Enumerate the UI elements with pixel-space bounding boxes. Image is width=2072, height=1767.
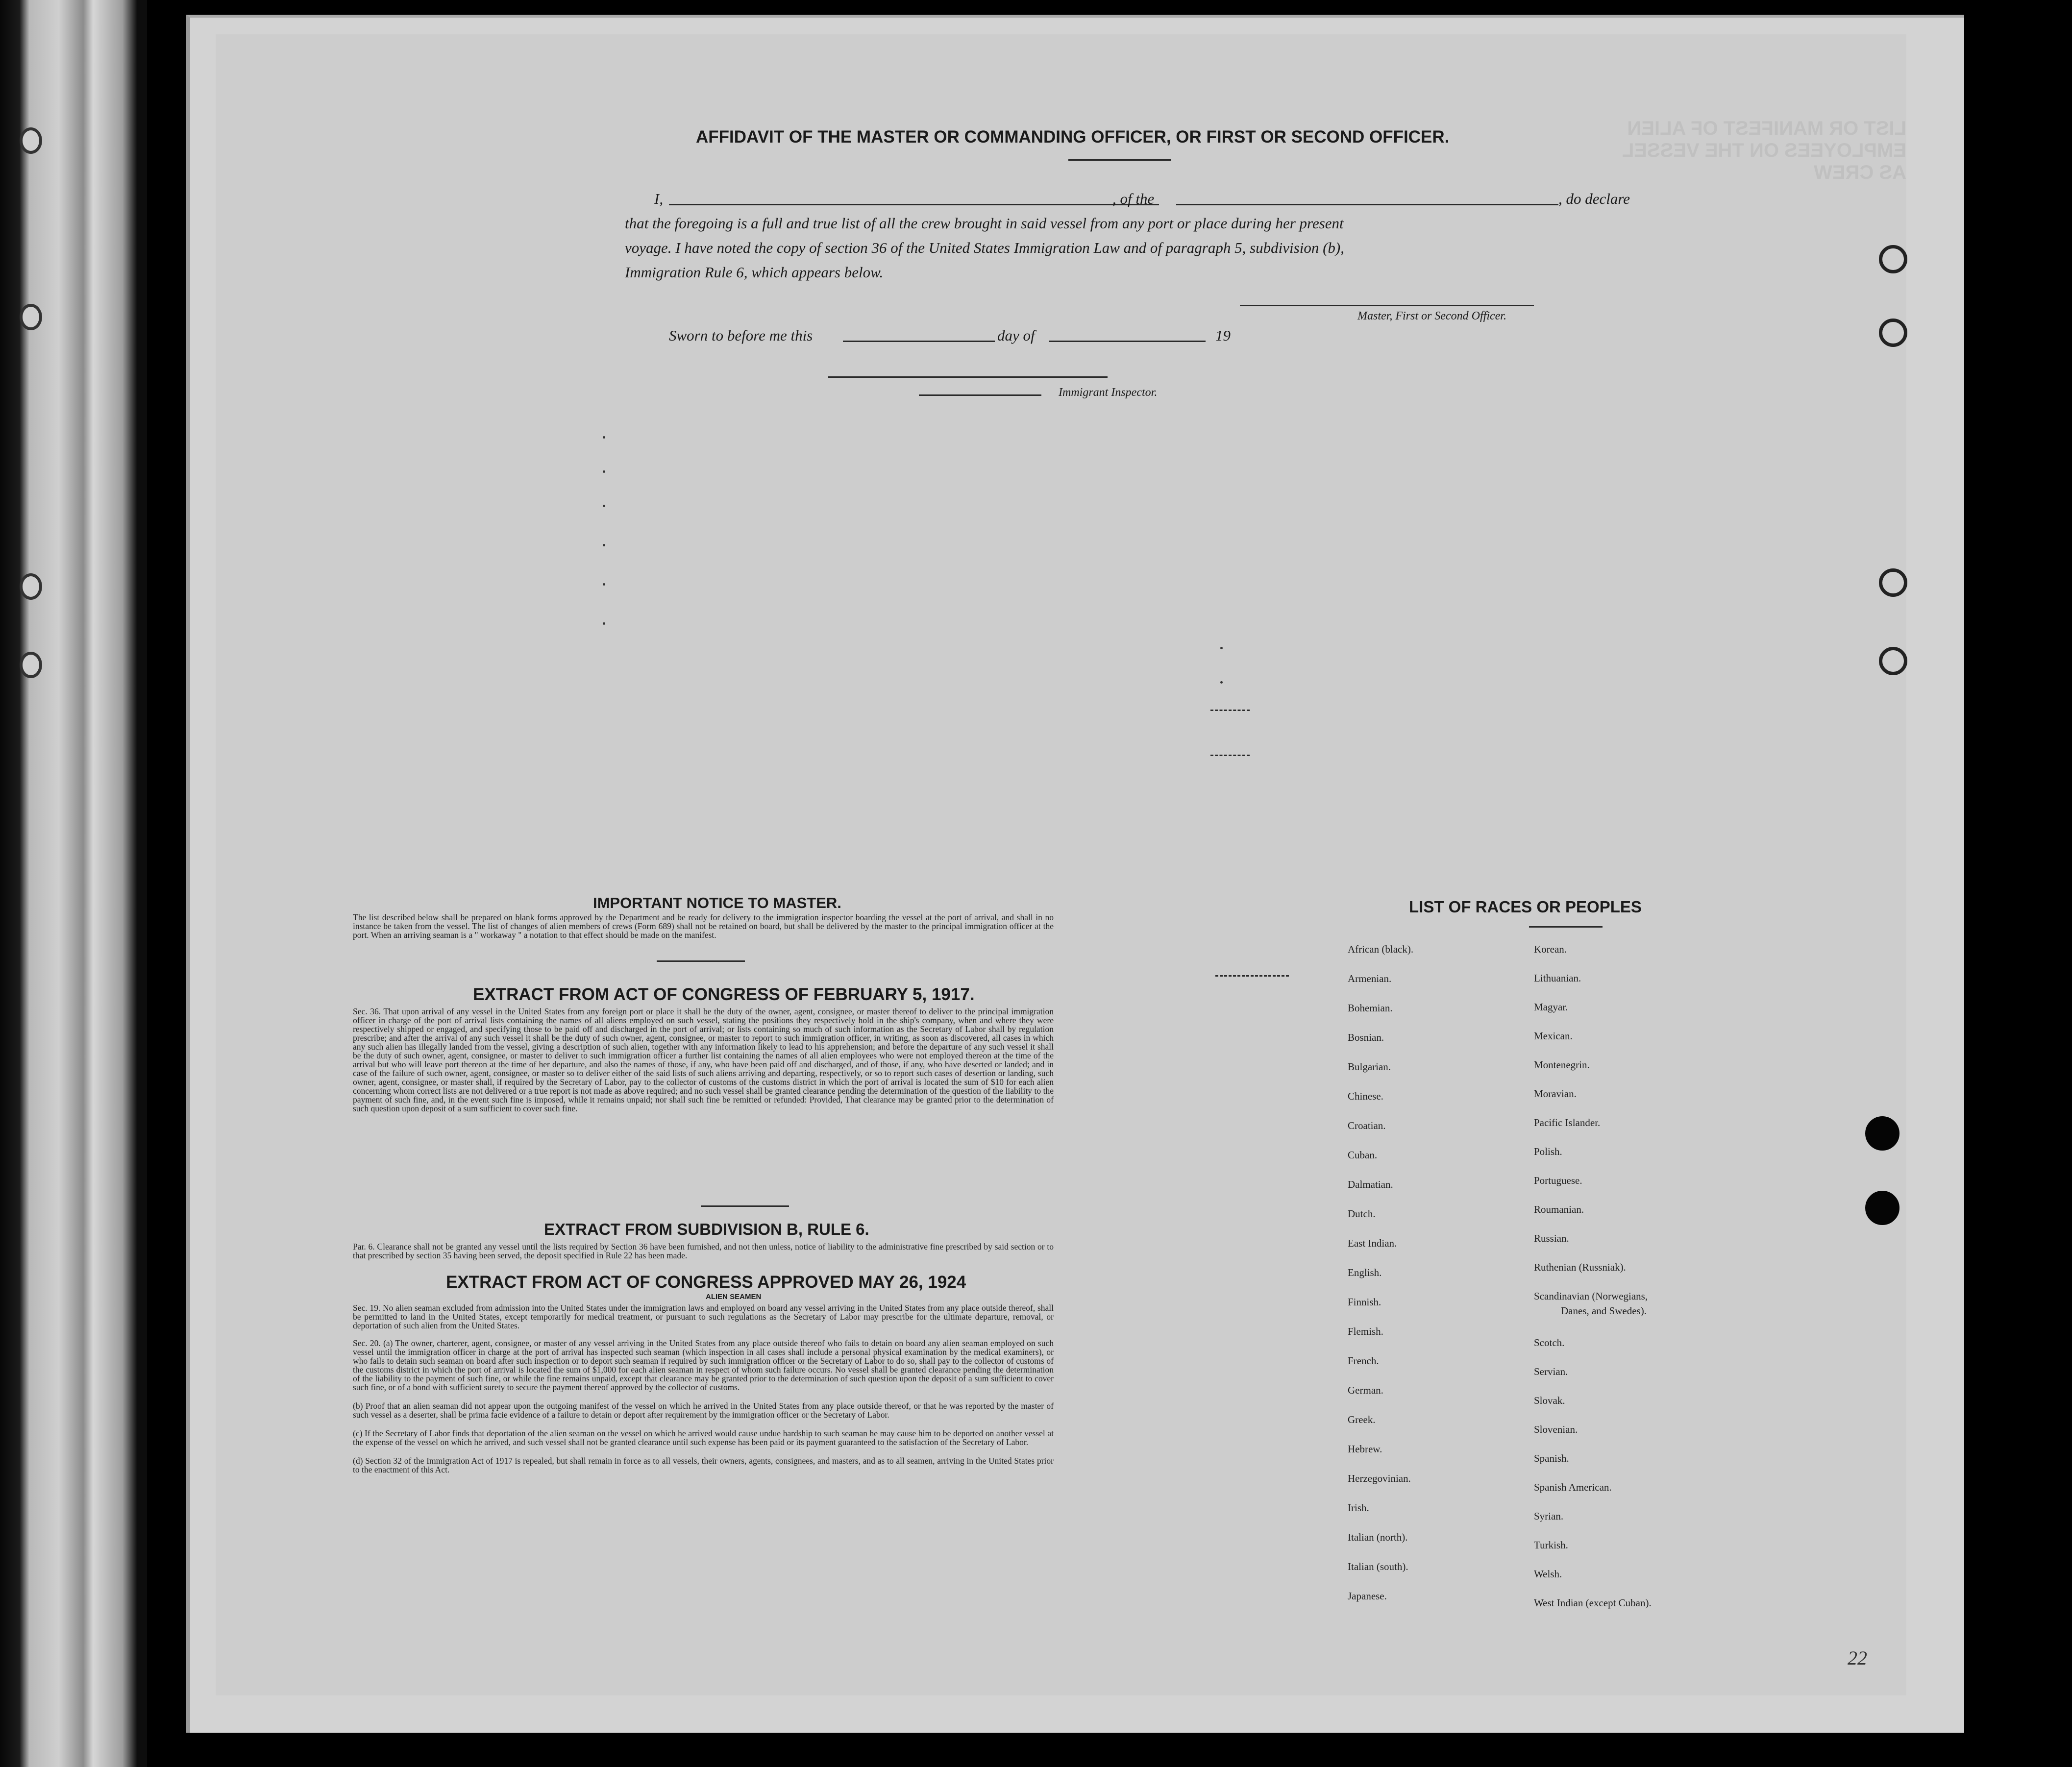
races-title: LIST OF RACES OR PEOPLES (1409, 898, 1642, 916)
race-item: Magyar. (1534, 1001, 1568, 1013)
race-item: Ruthenian (Russniak). (1534, 1261, 1626, 1273)
race-item: Pacific Islander. (1534, 1117, 1601, 1129)
form-sheet (216, 34, 1906, 1695)
race-item: Finnish. (1348, 1296, 1381, 1308)
stray-dash (1210, 755, 1250, 756)
stray-mark (603, 436, 605, 439)
race-item: Roumanian. (1534, 1203, 1584, 1215)
races-rule (1529, 926, 1603, 928)
race-item: Slovak. (1534, 1395, 1565, 1406)
sworn-day-blank (843, 341, 995, 342)
race-item: Dutch. (1348, 1208, 1376, 1220)
extract-rule6-body: Par. 6. Clearance shall not be granted any vessel until the lists required by Section 36 have been furnished, and not then unless, notice of liability to the administrative fine prescribed by said section or to that prescribed by section 35 having been served, the deposit specified in Rule 22 has been made. (353, 1242, 1054, 1260)
stray-mark (603, 505, 605, 507)
extract-rule6-title: EXTRACT FROM SUBDIVISION B, RULE 6. (544, 1220, 869, 1238)
race-item: Turkish. (1534, 1539, 1568, 1551)
binder-hole (1879, 245, 1907, 273)
sworn-month-blank (1049, 341, 1206, 342)
race-item: Bohemian. (1348, 1002, 1393, 1014)
race-item: Lithuanian. (1534, 972, 1581, 984)
race-item: Scandinavian (Norwegians, (1534, 1290, 1648, 1302)
adjacent-page-edges (0, 0, 147, 1767)
stray-mark (603, 544, 605, 546)
stray-mark (603, 622, 605, 625)
affidavit-line1-prefix: I, (654, 190, 664, 207)
binder-hole-punched (1865, 1191, 1899, 1225)
stray-dash (1210, 710, 1250, 711)
binder-hole (1879, 647, 1907, 675)
extract-1924-sec20c: (c) If the Secretary of Labor finds that deportation of the alien seaman on the vessel on which he arrived would cause undue hardship to such seaman he may cause him to be deported on another vessel at the expense of the vessel on which he arrived, and such vessel shall not be granted clearance until such expense has been paid or its payment guaranteed to the satisfaction of the Secretary of Labor. (353, 1428, 1054, 1447)
race-item: German. (1348, 1384, 1383, 1396)
vessel-blank (1176, 204, 1558, 205)
race-item: Italian (south). (1348, 1561, 1408, 1572)
stray-mark (1220, 681, 1223, 684)
race-item: Bulgarian. (1348, 1061, 1391, 1073)
extract-1924-sec19: Sec. 19. No alien seaman excluded from admission into the United States under the immigration laws and employed on board any vessel arriving in the United States from any place outside thereof, shall be permitted to land in the United States, except temporarily for medical treatment, or pursuant to such regulations as the Secretary of Labor may prescribe for the ultimate departure, removal, or deportation of such alien from the United States. (353, 1303, 1054, 1330)
stray-mark (1220, 647, 1223, 649)
inspector-label: Immigrant Inspector. (1059, 386, 1158, 399)
race-item: Cuban. (1348, 1149, 1378, 1161)
race-item: Herzegovinian. (1348, 1472, 1411, 1484)
race-item: Servian. (1534, 1366, 1568, 1377)
notice-body: The list described below shall be prepared on blank forms approved by the Department and be ready for delivery to the immigration inspector boarding the vessel at the port of arrival, and shall in no instance be taken from the vessel. The list of changes of alien members of crews (Form 689) shall not be retained on board, but shall be delivered by the master to the principal immigration officer at the port. When an arriving seaman is a " workaway " a notation to that effect should be made on the manifest. (353, 912, 1054, 940)
affidavit-title: AFFIDAVIT OF THE MASTER OR COMMANDING OFFICER, OR FIRST OR SECOND OFFICER. (696, 127, 1450, 147)
race-item: Greek. (1348, 1414, 1376, 1425)
signature-blank (1240, 305, 1534, 306)
race-item: Bosnian. (1348, 1031, 1384, 1043)
binder-hole (20, 573, 42, 600)
race-item: Korean. (1534, 943, 1567, 955)
notice-title: IMPORTANT NOTICE TO MASTER. (593, 894, 841, 911)
affidavit-line2: that the foregoing is a full and true list of all the crew brought in said vessel from any port or place during her present (625, 215, 1344, 232)
race-item: Hebrew. (1348, 1443, 1382, 1455)
extract-1917-body: Sec. 36. That upon arrival of any vessel in the United States from any foreign port or place it shall be the duty of the owner, agent, consignee, or master thereof to deliver to the principal immigration officer in charge of the port of arrival lists containing the names of all aliens employed on such vessel, stating the positions they respectively hold in the ship's company, when and where they were respectively shipped or engaged, and specifying those to be paid off and discharged in the port of arrival; or lists containing so much of such information as the Secretary of Labor shall by regulation prescribe; and after the arrival of any such vessel it shall be the duty of such owner, agent, consignee, or master to report to such immigration officer, in writing, as soon as discovered, all cases in which any such alien has illegally landed from the vessel, giving a description of such alien, together with any information likely to lead to his apprehension; and before the departure of any such vessel it shall be the duty of such owner, agent, consignee, or master to deliver to such immigration officer a further list containing the names of all alien employees who were not employed thereon at the time of the arrival but who will leave port thereon at the time of her departure, and also the names of those, if any, who have been paid off and discharged, and of those, if any, who have deserted or landed; and in case of the failure of such owner, agent, consignee, or master so to deliver either of the said lists of such aliens arriving and departing, respectively, or so to report such cases of desertion or landing, such owner, agent, consignee, or master shall, if required by the Secretary of Labor, pay to the collector of customs of the customs district in which the port of arrival is located the sum of $10 for each alien concerning whom correct lists are not delivered or a true report is not made as above required; and no such vessel shall be granted clearance pending the determination of the question of the liability to the payment of such fine, and, in the event such fine is imposed, while it remains unpaid; nor shall such fine be remitted or refunded: Provided, That clearance may be granted prior to the determination of such question upon deposit of a sum sufficient to cover such fine. (353, 1006, 1054, 1113)
race-item: French. (1348, 1355, 1379, 1367)
extract-1924-sec20d: (d) Section 32 of the Immigration Act of 1917 is repealed, but shall remain in force as to all vessels, their owners, agents, consignees, and masters, and as to all seamen, arriving in the United States prior to the enactment of this Act. (353, 1456, 1054, 1474)
affidavit-line3: voyage. I have noted the copy of section 36 of the United States Immigration Law and of paragraph 5, subdivision (b), (625, 239, 1344, 256)
race-item: English. (1348, 1267, 1382, 1278)
race-item: Dalmatian. (1348, 1178, 1393, 1190)
binder-hole-punched (1865, 1116, 1899, 1151)
bleed-through-heading: LIST OR MANIFEST OF ALIEN EMPLOYEES ON THE VESSEL AS CREW (1622, 118, 1906, 183)
inspector-short-rule (919, 394, 1041, 396)
race-item: Armenian. (1348, 973, 1392, 984)
extract-1924-title: EXTRACT FROM ACT OF CONGRESS APPROVED MAY 26, 1924 (446, 1273, 966, 1292)
race-item: Montenegrin. (1534, 1059, 1590, 1071)
sworn-day-of: day of (997, 327, 1035, 344)
section-rule (701, 1205, 789, 1207)
race-item: Moravian. (1534, 1088, 1577, 1100)
race-item: Mexican. (1534, 1030, 1573, 1042)
title-rule (1068, 159, 1171, 161)
inspector-signature-blank (828, 376, 1108, 378)
race-item: Danes, and Swedes). (1561, 1305, 1647, 1317)
binder-hole (20, 652, 42, 678)
binder-hole (20, 127, 42, 154)
extract-1924-sec20a: Sec. 20. (a) The owner, charterer, agent, consignee, or master of any vessel arriving in the United States from any place outside thereof who fails to detain on board any alien seaman employed on such vessel until the immigration officer in charge at the port of arrival has inspected such seaman (which inspection in all cases shall include a personal physical examination by the medical examiners), or who fails to detain such seaman on board after such inspection or to deport such seaman if required by such immigration officer or the Secretary of Labor to do so, shall pay to the collector of customs of the customs district in which the port of arrival is located the sum of $1,000 for each alien seaman in respect of whom such failure occurs. No vessel shall be granted clearance pending the determination of the liability to the payment of such fine, or while the fine remains unpaid, except that clearance may be granted prior to the determination of such question upon the deposit of a sum sufficient to cover such fine, or of a bond with sufficient surety to secure the payment thereof approved by the collector of customs. (353, 1338, 1054, 1392)
name-blank (669, 204, 1159, 205)
section-rule (657, 960, 745, 962)
binder-hole (1879, 319, 1907, 347)
race-item: Spanish American. (1534, 1481, 1612, 1493)
race-item: African (black). (1348, 943, 1414, 955)
race-item: Slovenian. (1534, 1423, 1578, 1435)
race-item: Flemish. (1348, 1325, 1383, 1337)
race-item: Welsh. (1534, 1568, 1562, 1580)
race-item: Chinese. (1348, 1090, 1383, 1102)
sworn-prefix: Sworn to before me this (669, 327, 813, 344)
affidavit-line4: Immigration Rule 6, which appears below. (625, 264, 884, 281)
binder-hole (20, 304, 42, 330)
handwritten-page-mark: 22 (1848, 1647, 1867, 1669)
race-item: Japanese. (1348, 1590, 1387, 1602)
signature-label: Master, First or Second Officer. (1357, 310, 1506, 322)
race-item: West Indian (except Cuban). (1534, 1597, 1652, 1609)
affidavit-line1-suffix: , do declare (1558, 190, 1630, 207)
race-item: Scotch. (1534, 1337, 1565, 1349)
race-item: Croatian. (1348, 1120, 1386, 1131)
stray-mark (603, 470, 605, 473)
extract-1917-title: EXTRACT FROM ACT OF CONGRESS OF FEBRUARY 5, 1917. (473, 985, 975, 1004)
binder-hole (1879, 568, 1907, 597)
stray-dash (1215, 975, 1289, 977)
race-item: East Indian. (1348, 1237, 1397, 1249)
sworn-year: 19 (1215, 327, 1231, 344)
race-item: Spanish. (1534, 1452, 1569, 1464)
race-item: Italian (north). (1348, 1531, 1408, 1543)
race-item: Irish. (1348, 1502, 1369, 1514)
affidavit-line1-mid: , of the (1112, 190, 1155, 207)
stray-mark (603, 583, 605, 586)
race-item: Russian. (1534, 1232, 1569, 1244)
race-item: Polish. (1534, 1146, 1562, 1157)
extract-1924-sec20b: (b) Proof that an alien seaman did not appear upon the outgoing manifest of the vessel on which he arrived in the United States from any place outside thereof, or that he was reported by the master of such vessel as a deserter, shall be prima facie evidence of a failure to detain or deport after requirement by the immigration officer or the Secretary of Labor. (353, 1401, 1054, 1420)
race-item: Syrian. (1534, 1510, 1564, 1522)
extract-1924-subtitle: ALIEN SEAMEN (706, 1293, 762, 1301)
race-item: Portuguese. (1534, 1175, 1582, 1186)
